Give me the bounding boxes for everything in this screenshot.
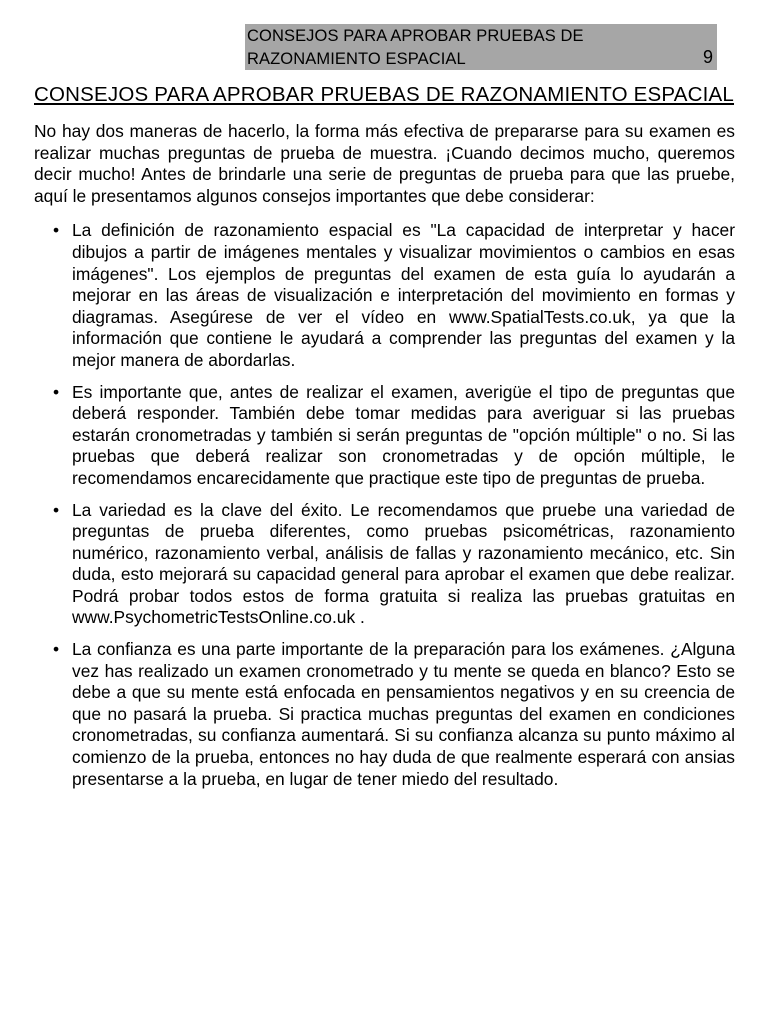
tip-item — [34, 500, 735, 630]
bullet-icon: • — [53, 220, 60, 241]
bullet-icon: • — [53, 639, 60, 660]
tip-text: Es importante que, antes de realizar el examen, averigüe el tipo de preguntas que deberá responder. También debe tomar medidas para averiguar si las pruebas estarán cronometradas y también si serán preguntas de "opción múltiple" o no. Si las pruebas que deberá realizar son cronometradas y de opción múltiple, le recomendamos encarecidamente que practique este tipo de preguntas de prueba. — [72, 381, 735, 488]
page-body — [34, 83, 735, 800]
bullet-icon: • — [53, 381, 60, 402]
tip-item — [34, 220, 735, 371]
running-header-line-2: RAZONAMIENTO ESPACIAL — [247, 50, 466, 68]
tip-text: La definición de razonamiento espacial es "La capacidad de interpretar y hacer dibujos a partir de imágenes mentales y visualizar movimientos o cambios en esas imágenes". Los ejemplos de preguntas del examen de esta guía lo ayudarán a mejorar en las áreas de visualización e interpretación del movimiento en formas y diagramas. Asegúrese de ver el vídeo en www.SpatialTests.co.uk, ya que la información que contiene le ayudará a comprender las preguntas del examen y la mejor manera de abordarlas. — [72, 220, 735, 370]
tip-text: La confianza es una parte importante de la preparación para los exámenes. ¿Alguna vez has realizado un examen cronometrado y tu mente se queda en blanco? Esto se debe a que su mente está enfocada en pensamientos negativos y en su creencia de que no pasará la prueba. Si practica muchas preguntas del examen en condiciones cronometradas, su confianza aumentará. Si su confianza alcanza su punto máximo al comienzo de la prueba, entonces no hay duda de que realmente esperará con ansias presentarse a la prueba, en lugar de tener miedo del resultado. — [72, 639, 735, 789]
bullet-icon: • — [53, 499, 60, 520]
page-number: 9 — [702, 47, 713, 67]
tips-list — [34, 220, 735, 790]
running-header-line-1: CONSEJOS PARA APROBAR PRUEBAS DE — [247, 27, 584, 45]
tip-text: La variedad es la clave del éxito. Le recomendamos que pruebe una variedad de preguntas de prueba diferentes, como pruebas psicométricas, razonamiento numérico, razonamiento verbal, análisis de fallas y razonamiento mecánico, etc. Sin duda, esto mejorará su capacidad general para aprobar el examen que debe realizar. Podrá probar todos estos de forma gratuita si realiza las pruebas gratuitas en www.PsychometricTestsOnline.co.uk . — [72, 499, 735, 628]
intro-paragraph: No hay dos maneras de hacerlo, la forma más efectiva de prepararse para su examen es realizar muchas preguntas de prueba de muestra. ¡Cuando decimos mucho, queremos decir mucho! Antes de brindarle una serie de preguntas de prueba para que las pruebe, aquí le presentamos algunos consejos importantes que debe considerar: — [34, 121, 735, 206]
section-title: CONSEJOS PARA APROBAR PRUEBAS DE RAZONAMIENTO ESPACIAL — [34, 83, 735, 106]
tip-item — [34, 639, 735, 790]
tip-item — [34, 382, 735, 490]
running-header — [245, 24, 717, 70]
